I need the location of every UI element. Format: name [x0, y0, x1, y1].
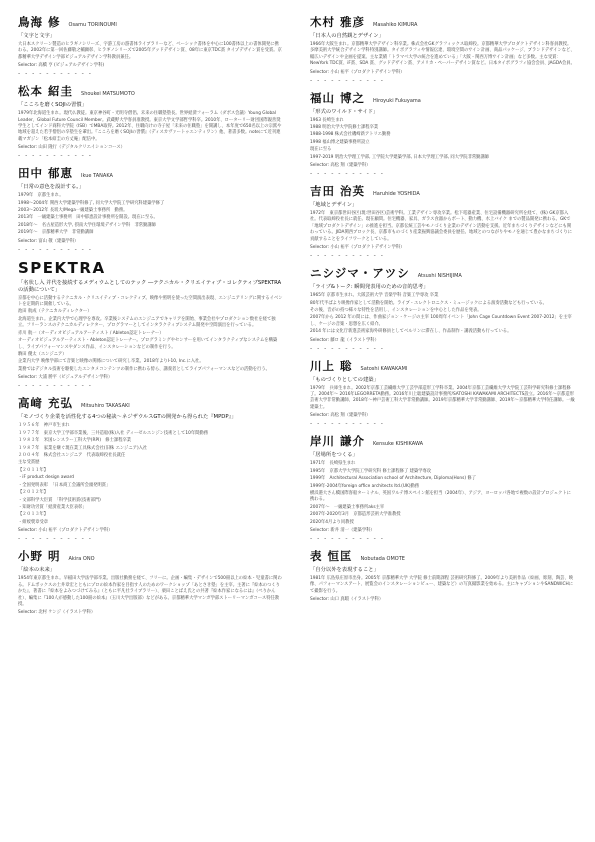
speaker-profile: [18, 111, 283, 143]
section-separator: - - - - - - - - - - -: [310, 420, 385, 428]
speaker-roman-name: Atsushi NISHIJIMA: [417, 273, 462, 280]
speaker-heading: [18, 14, 283, 30]
speaker-roman-name: Mitsuhiro TAKASAKI: [81, 403, 130, 410]
profile-line: 2007年～ 一級建築士事務所aks主宰: [310, 504, 385, 510]
speaker-roman-name: Haruhide YOSHIDA: [373, 191, 420, 198]
profile-line: 2013年 一級建築士事務所 田中郁恵設計事務所を開設。現在に至る。: [18, 215, 158, 221]
section-separator: - - - - - - - - - - -: [310, 344, 385, 352]
speaker-profile: [18, 423, 283, 526]
selector-credit: Selector: 新井 清一（建築学科）: [310, 528, 375, 534]
speaker-name: 松本 紹圭: [18, 84, 74, 99]
lecture-title: 「ものづくりとしての建築」: [310, 376, 379, 383]
profile-line: 1988-1998 株式会社磯崎新アトリエ勤務: [310, 132, 391, 138]
speaker-roman-name: Hiroyuki Fukuyama: [373, 97, 421, 104]
profile-line: １９８３年 米国レンスラー工科大学(RPI) 修士課程卒業: [18, 438, 132, 444]
speaker-profile: [310, 576, 575, 595]
lecture-title: 「こころを磨くSOJIの習慣」: [18, 102, 87, 109]
speaker-heading: [310, 14, 575, 30]
profile-line: 1979年北海道生まれ。現代仏教徒。東京神谷町・光明寺僧侶。未来の住職塾塾長。世界経済フォーラム（ダボス会議）Young Global Leader、Global Future Council Member。武蔵野大学客員准教授。東京大学文学部哲学科卒。2010年、ローターリー財団国際親善奨学生としてインド商科大学院（ISB）でMBA取得。2012年、住職向けの寺子屋「未来の住職塾」を開講し、本年度で650名以上の宗派や地域を超えた若手僧侶の卒塾生を輩出。『こころを磨くSOJIの習慣』（ディスカヴァートゥエンティワン）他、著書多数。noteにて近刊連載マガジン「松本紹圭の方丈庵」配信中。: [18, 111, 282, 142]
profile-line: オーディオビジュアルアーティスト・Ableton認定トレーナー。プログラミングやセンサーを用いてインタラクティブなシステムを構築し、ライブパフォーマンスやダンス作品、インスタレーションなどの制作を行う。: [18, 338, 278, 350]
speaker-name: 鳥海 修: [18, 15, 61, 29]
lecture-title: 「モノづくり企業を活性化する4つの秘訣～ネジザウルスGTの開発から得られた『MPDP』」: [18, 414, 237, 421]
speaker-heading: [310, 548, 575, 564]
profile-line: １９７７年 東京大学工学部卒業後、三井造船(株)入社 ディーゼルエンジン技術として10年間勤務: [18, 430, 209, 436]
speaker-roman-name: Satoshi KAWAKAMI: [360, 365, 408, 372]
speaker-profile: [310, 42, 575, 68]
profile-line: 1971年 長崎県生まれ: [310, 461, 356, 467]
profile-line: 1995年 京都大学大学院工学研究科 修士課程修了 建築学専攻: [310, 468, 432, 474]
profile-line: 業務ではデジタル技術を駆使したエンタメコンテンツの制作に携わる傍ら、講義者としてライブパフォーマンスなどの活動を行う。: [18, 366, 270, 372]
profile-line: 1999年-2004年foreign office architects ltd.(UK)勤務: [310, 483, 420, 489]
profile-line: 1954年東京都生まれ。早稲田大学法学部卒業。出版社勤務を経て、フリーに。企画・編集・デザインで500冊以上の絵本・児童書に関わる。ドムボックスの土井章宏とともにプロの絵本作家を目指す人のためのワークショップ「あとさき塾」を主宰。主著に『絵本のつくりかた』、著書に『絵本をよみつづけてみる』（ともに平凡社ライブラリー）、栗田ことばえ氏との共著『絵本作家になるには』（ぺりかん社）、編集に『100人が感動した100冊の絵本』（玉川大学出版部）などがある。京都精華大学マンガ学部ストーリーマンガコース特任教授。: [18, 576, 282, 607]
section-separator: - - - - - - - - - - -: [310, 76, 385, 84]
profile-line: 1988 明治大学大学院修士課程卒業: [310, 124, 379, 130]
speaker-heading: [310, 183, 575, 199]
lecture-title: 「自分以外を表現すること」: [310, 567, 379, 574]
selector-credit: Selector: 山田 隆行（デジタルクリエイションコース）: [18, 145, 125, 151]
profile-line: 1997-2019 明治大学理工学部, 工学院大学建築学部, 日本大学理工学部, 同大学院非常勤講師: [310, 154, 490, 160]
speaker-name: SPEKTRA: [18, 258, 106, 277]
speaker-entry: [310, 90, 575, 178]
speaker-entry: [18, 259, 283, 390]
section-separator: - - - - - - - - - - -: [18, 245, 93, 253]
speaker-profile: [18, 193, 283, 237]
speaker-entry: [310, 548, 575, 602]
speaker-profile: [310, 211, 575, 243]
profile-line: 横浜港大さん橋国際客船ターミナル、英国ワルテ博スペイン館を担当（2004年）、アジア、ヨーロッパ各地で複数の設計プロジェクトに携わる。: [310, 490, 571, 503]
profile-line: 北海道生まれ。企業内大学で心理学を専攻。卒業後システムのエンジニアでキャリアを開始、事業会社やプロダクション数社を経て独立。フリーランスのテクニカルディレクター、プログラマーとしてインタラクティブシステム開発や空間演出を行っている。: [18, 316, 276, 329]
profile-line: 駒田 優太（エンジニア）: [18, 352, 67, 357]
speaker-entry: [310, 265, 575, 352]
profile-line: 1998 福山博之建築事務所設立: [310, 139, 370, 145]
right-column: [310, 14, 575, 602]
profile-line: １９８７年 家業を継ぐ現在業工具株式会社(旧株 エンジニア)入社: [18, 445, 148, 451]
section-separator: - - - - - - - - - - -: [310, 170, 385, 178]
profile-line: ・知財功労賞「経済産業大臣表彰」: [18, 505, 87, 510]
profile-line: 2018年～ 名古屋造形大学, 摂南大学住環境デザイン学科 非常勤講師: [18, 222, 156, 228]
speaker-name: 福山 博之: [310, 90, 366, 105]
selector-credit: Selector: 小山 祐平（プロダクトデザイン学科）: [310, 69, 405, 75]
profile-line: 2007年-2020年3月 京都造形芸術大学准教授: [310, 512, 401, 518]
selector-credit: Selector: 高松 翔（建築学科）: [310, 413, 371, 419]
speaker-heading: [310, 358, 575, 374]
profile-line: 主な受賞歴: [18, 460, 40, 466]
profile-line: ・紺綬褒章受章: [18, 519, 49, 525]
speaker-name: 高﨑 充弘: [18, 396, 74, 411]
profile-line: 2014 年には文化庁新進芸術家海外研修員としてベルリンに滞在し、作品制作・講義活動も行っている。: [310, 329, 512, 335]
lecture-title: 「ライブ&トーク: 瞬間発表用のための音的思考」: [310, 284, 429, 291]
selector-credit: Selector: 北村 ケンジ（イラスト学科）: [18, 610, 96, 616]
lecture-title: 「文字と文字」: [18, 33, 56, 39]
lecture-title: 「日常の意色を設計する。」: [18, 184, 85, 191]
profile-line: 2003～2012年 長坂大/Mega一級建築士事務所 勤務。: [18, 208, 128, 213]
profile-line: 1979年 兵庫生まれ。2002年京都工芸繊維大学工芸学部造形工学科卒業。2004年京都工芸繊維大学大学院工芸科学研究科修士課程修了。2004年～ 2016年LEGORRETA勤務。2016年川上聡建築設計事務所/SATOSHI KAWAKAMI ARCHITECTS設立。2016年～京都造形芸術大学非常勤講師、2018年～神戸芸術工科大学非常勤講師。2019年京都精華大学非常勤講師、2019年～京都精華大学特任講師。一級建築士。: [310, 385, 575, 410]
speaker-name: 小野 明: [18, 549, 61, 564]
selector-credit: Selector: 大浦 勝平（ビジュアルデザイン学科）: [18, 375, 113, 381]
profile-line: 【２０１１年】: [18, 467, 49, 473]
speaker-profile: [18, 42, 283, 61]
section-separator: - - - - - - - - - - -: [310, 535, 385, 543]
profile-line: 大日本スクリーン製造のヒラギノシリーズ、字游工房の游書体ライブラリーなど、ベーシック書体を中心に100書体以上の書体開発に携わる。2002年に第一回佐藤敬之輔顕彰、ヒラギノシリーズで2005年グッドデザイン賞、08年に東京TDC賞 タイプデザイン賞を受賞。京都精華大学デザイン学部ビジュアルデザイン学科教員兼任。: [18, 41, 282, 60]
speaker-name: ニシジマ・アツシ: [310, 266, 410, 281]
selector-credit: Selector: 山口 真暇（イラスト学科）: [310, 597, 384, 603]
speaker-entry: [18, 548, 283, 615]
section-separator: - - - - - - - - - - -: [310, 252, 385, 260]
section-separator: - - - - - - - - - - -: [18, 152, 93, 160]
selector-credit: Selector: 高松 翔（建築学科）: [310, 163, 371, 169]
speaker-heading: [310, 265, 575, 281]
speaker-entry: [18, 165, 283, 253]
speaker-roman-name: Masahiko KIMURA: [373, 22, 418, 28]
selector-credit: Selector: 富山 敬（建築学科）: [18, 238, 79, 244]
speaker-heading: [18, 165, 283, 181]
profile-line: １９５６年 神戸市生まれ: [18, 423, 70, 429]
speaker-entry: [310, 358, 575, 428]
selector-credit: Selector: 藤ロ 龍（イラスト学科）: [310, 337, 379, 343]
selector-credit: Selector: 小山 祐平（プロダクトデザイン学科）: [18, 528, 113, 534]
section-separator: - - - - - - - - - - -: [18, 535, 93, 543]
speaker-name: 吉田 治英: [310, 184, 366, 199]
left-column: [18, 14, 283, 615]
selector-credit: Selector: 小山 祐平（プロダクトデザイン学科）: [310, 245, 405, 251]
speaker-roman-name: Kensuke KISHIKAWA: [373, 441, 424, 448]
profile-line: 赤川 航一（オーディオビジュアルアーティスト / Ableton認定トレーナー）: [18, 330, 164, 336]
speaker-profile: [310, 293, 575, 336]
profile-line: ・全国発明表彰 「日本商工会議所会頭発明賞」: [18, 482, 111, 488]
speaker-roman-name: Osamu TORINOUMI: [68, 22, 117, 28]
speaker-heading: [310, 90, 575, 106]
speaker-roman-name: Akira ONO: [68, 556, 95, 563]
lecture-title: 「絵本の未来」: [18, 567, 56, 574]
profile-line: 1965年 京都市生まれ。大阪芸術大学 音楽学科 音楽工学専攻 卒業: [310, 293, 439, 299]
speaker-roman-name: Shoukei MATSUMOTO: [81, 91, 135, 98]
section-separator: - - - - - - - - - - -: [18, 382, 93, 390]
speaker-entry: [310, 433, 575, 542]
lecture-title: 「居場所をつくる」: [310, 452, 358, 459]
speaker-entry: [18, 395, 283, 542]
speaker-entry: [18, 14, 283, 77]
lecture-title: 「日本人の自然観とデザイン」: [310, 33, 384, 39]
speaker-profile: [310, 118, 575, 162]
selector-credit: Selector: 高橋 亨 (ビジュアルデザイン学科): [18, 63, 105, 69]
section-separator: - - - - - - - - - - -: [18, 70, 93, 78]
profile-line: 2007年から 2012 年の間には、作曲家ジョン・ケージの主宰 100周年イベント「John Cage Countdown Event 2007-2012」を主宰し、ケージの音楽・思想を広く紹介。: [310, 315, 572, 327]
profile-line: 2019年～ 京都精華大学 非常勤講師: [18, 230, 94, 236]
profile-line: ・iF product design award: [18, 475, 75, 481]
profile-line: ・文部科学大臣賞 「科学技術賞(技術部門): [18, 497, 101, 503]
profile-line: 現在に至る: [310, 147, 332, 153]
speaker-roman-name: Nobutada OMOTE: [360, 556, 405, 563]
speaker-entry: [18, 83, 283, 159]
speaker-heading: [18, 259, 283, 277]
profile-line: 1966年大阪生まれ。京都精華大学デザイン科卒業。株式会社GKグラフィックス取締役。京都精華大学プロダクトデザイン科客員教授。多摩美術大学統合デザイン学科特別講師。タイポグラフィや情報伝達、環境空間のサイン計画、商品パッケージ、ブランドデザインなど、幅広いデザインや企画を提案。主な業績「トラマベ大学の統合を進めている」「大阪・関西万博サイン計画」など多数。主な受賞：NewYork TDC賞、iF賞、SDA 賞、グッドデザイン賞、アメリカ・ペーパーデザイン賞など。日本タイポグラフィ協会会員、JAGDA会員。: [310, 41, 575, 67]
profile-line: 【２０１２年】: [18, 490, 49, 496]
profile-line: 1999年 Architectural Association school of Architecture, Diploma(Hons) 修了: [310, 476, 477, 482]
speaker-profile: [310, 386, 575, 412]
profile-line: 京都を中心に活動するテクニカル・クリエイティブ・コレクティブ。映像や照明を使った空間演出表現、エンジニアリングに関するイベントを定期的に開催している。: [18, 295, 283, 307]
speaker-name: 岸川 謙介: [310, 434, 366, 449]
speaker-roman-name: Ikue TANAKA: [81, 173, 113, 180]
profile-line: 1998～2004年 関西大学建築学科修了, 同大学大学院工学研究科建築学修了: [18, 200, 165, 206]
profile-line: 80年代半ばより映像作家として活動を開始。ライブ・エレクトロニクス・ミュージックによる演奏活動なども行っている。: [310, 300, 547, 306]
speaker-heading: [18, 395, 283, 411]
profile-line: その後、音がの持つ様々な特性を活用し、インスタレーションを中心とした作品を発表。: [310, 307, 482, 313]
speaker-profile: [310, 461, 575, 526]
speaker-heading: [310, 433, 575, 449]
speaker-heading: [18, 548, 283, 564]
speaker-name: 木村 雅彦: [310, 15, 366, 29]
lecture-title: 「名状し入 并代を接続するメディウムとしてのテック ―テクニカル・クリエイティブ・コレクティブSPEKTRAの活動について」: [18, 279, 282, 293]
speaker-name: 表 恒匡: [310, 549, 353, 564]
speaker-name: 川上 聡: [310, 358, 353, 373]
profile-line: 1972年 東京都世田谷区(現:世田谷区)芸術学科。工業デザイン専攻卒業。松下電器産業、住宅設備機器研究所を経て、(株) GK京都入社。代表取締役社長に就任。現在顧問。住宅機器、家具、ガラス食器からボート、動力機、水上バイク までの製品開発に携わる。GKで「地域プロダクトデザイン」の推進を担当。京都伝統工芸やモノづくり企業のデザイン活動を支援。近年まちづくりデザインなどにも関わっている。JIDA関西ブロック長、京都市ものづくり産業振興協議会委員を歴任。地域とのつながりやモノを通じて豊かなまちづくりに貢献することをライフワークとしている。: [310, 211, 573, 242]
profile-line: 2020年4月より同教授: [310, 519, 354, 525]
profile-line: 池田 航成（テクニカルディレクター）: [18, 309, 92, 315]
speaker-heading: [18, 83, 283, 99]
speaker-name: 田中 郁恵: [18, 166, 74, 181]
profile-line: 1963 長崎生まれ: [310, 117, 344, 123]
profile-line: ２００４年 株式会社エンジニア 代表取締役社長就任: [18, 452, 126, 458]
lecture-title: 「地域とデザイン」: [310, 202, 358, 209]
speaker-entry: [310, 14, 575, 84]
speaker-profile: [18, 296, 283, 374]
profile-line: 【２０１３年】: [18, 512, 49, 518]
profile-line: 企業内大学 映像学部にて音楽と映像の関係について研究し卒業。2018年よりI-10, Inc.に入社。: [18, 359, 204, 365]
speaker-entry: [310, 183, 575, 259]
profile-line: 1981年 広島県庄原市出身。2005年 京都精華大学 大学院 修士前期課程 芸術研究科修了。2009年より美術作品（絵画、彫刻、陶芸、映像、パフォーマンスアート、展覧会のインスタレーションビュー、建築など）の写真撮影業を始める。主にキャプションやSANDWICHにて撮影を行う。: [310, 576, 574, 594]
profile-line: 1979年 京都生まれ。: [18, 193, 64, 199]
speaker-profile: [18, 576, 283, 608]
lecture-title: 「形式のワイルド・サイド」: [310, 108, 379, 115]
